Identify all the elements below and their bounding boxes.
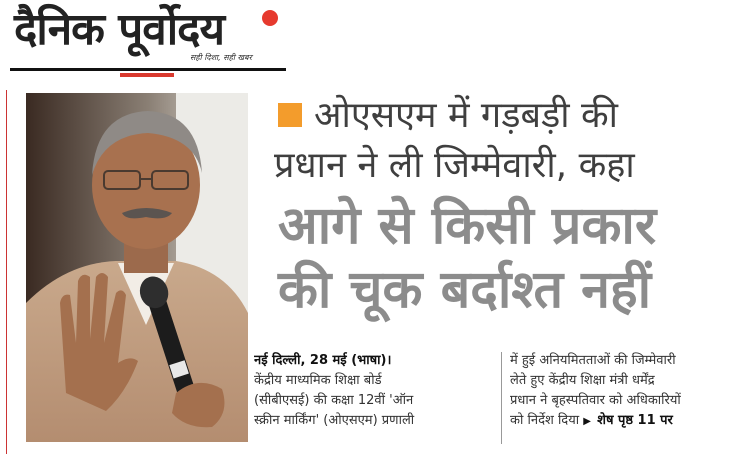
headline-main-line-1: आगे से किसी प्रकार <box>278 196 657 256</box>
article-text-line: (सीबीएसई) की कक्षा 12वीं 'ऑन <box>254 393 414 408</box>
headline-line-1: ओएसएम में गड़बड़ी की <box>314 95 619 136</box>
masthead <box>0 0 745 80</box>
logo-tagline: सही दिशा, सही खबर <box>190 53 252 62</box>
logo-dot-icon <box>262 10 278 26</box>
article-text-line: में हुई अनियमितताओं की जिम्मेवारी <box>510 353 676 368</box>
article-column-2 <box>510 351 742 432</box>
continued-on-page-link[interactable]: शेष पृष्ठ 11 पर <box>597 413 673 428</box>
column-divider <box>501 352 502 444</box>
article-text-line: लेते हुए केंद्रीय शिक्षा मंत्री धर्मेंद्र <box>510 373 655 388</box>
article-text-line: प्रधान ने बृहस्पतिवार को अधिकारियों <box>510 393 681 408</box>
masthead-rule <box>10 68 286 71</box>
kicker-square-icon <box>278 103 302 127</box>
masthead-red-bar <box>120 73 174 77</box>
article-text-fragment: को निर्देश दिया <box>510 413 580 428</box>
article-text-line: स्क्रीन मार्किंग' (ओएसएम) प्रणाली <box>254 413 415 428</box>
headline-line-2: प्रधान ने ली जिम्मेवारी, कहा <box>274 145 635 186</box>
article-text-line-last <box>510 411 742 432</box>
dateline: नई दिल्ली, 28 मई (भाषा)। <box>254 353 392 368</box>
news-photo <box>26 93 248 442</box>
article-text-line: केंद्रीय माध्यमिक शिक्षा बोर्ड <box>254 373 382 388</box>
page-frame-line <box>6 90 7 454</box>
arrow-right-icon: ▶ <box>583 416 591 427</box>
newspaper-logo: दैनिक पूर्वोदय <box>14 4 225 55</box>
article-column-1 <box>254 351 486 431</box>
headline-main-line-2: की चूक बर्दाश्त नहीं <box>278 260 652 320</box>
photo-person-with-microphone <box>26 93 248 442</box>
